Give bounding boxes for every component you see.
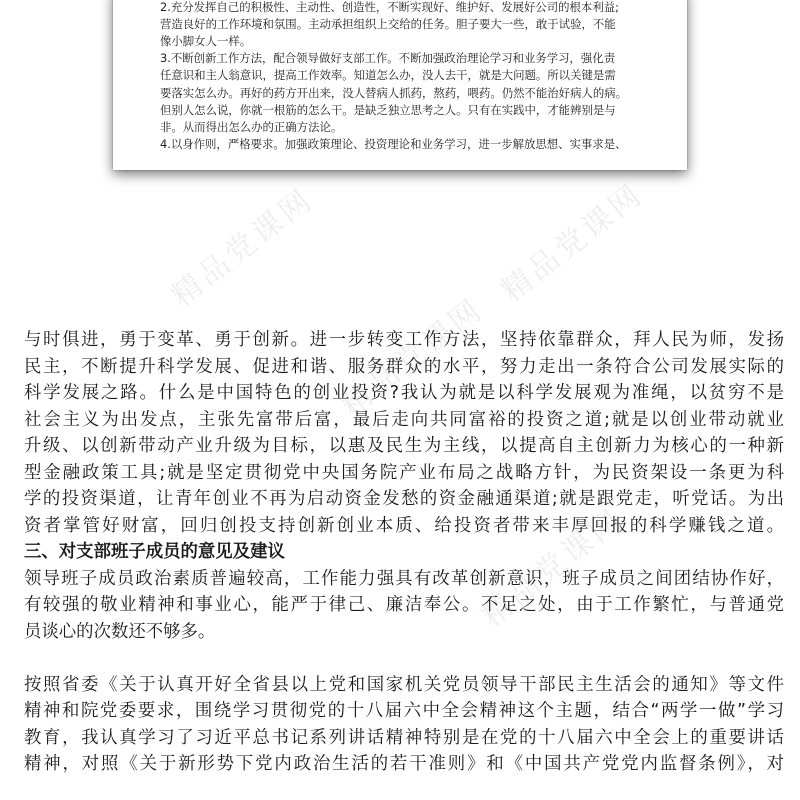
paragraph-line: 学的投资渠道，让青年创业不再为启动资金发愁的资金融通渠道;就是跟党走，听党话。为出 <box>24 489 784 509</box>
preview-line: 2.充分发挥自己的积极性、主动性、创造性，不断实现好、维护好、发展好公司的根本利益; <box>160 0 619 15</box>
paragraph-line: 精神，对照《关于新形势下党内政治生活的若干准则》和《中国共产党党内监督条例》，对 <box>24 754 784 774</box>
paragraph-line: 与时俱进，勇于变革、勇于创新。进一步转变工作方法，坚持依靠群众，拜人民为师，发扬 <box>24 330 784 350</box>
paragraph-line: 升级、以创新带动产业升级为目标，以惠及民生为主线，以提高自主创新力为核心的一种新 <box>24 436 784 456</box>
watermark: 精品党课网 <box>494 176 651 309</box>
preview-line: 任意识和主人翁意识，提高工作效率。知道怎么办，没人去干，就是大问题。所以关键是需 <box>160 68 616 83</box>
watermark: 精品党课网 <box>474 501 631 634</box>
preview-line: 4.以身作则，严格要求。加强政策理论、投资理论和业务学习，进一步解放思想、实事求是、 <box>160 136 627 151</box>
paragraph-line: 民主，不断提升科学发展、促进和谐、服务群众的水平，努力走出一条符合公司发展实际的 <box>24 356 784 377</box>
watermark: 精品党课网 <box>164 181 321 314</box>
paragraph-spacer <box>24 645 784 672</box>
paragraph-line: 型金融政策工具;就是坚定贯彻党中央国务院产业布局之战略方针，为民资架设一条更为科 <box>24 462 784 483</box>
preview-line: 要落实怎么办。再好的药方开出来，没人替病人抓药，熬药，喂药。仍然不能治好病人的病。 <box>160 85 628 100</box>
preview-line: 营造良好的工作环境和氛围。主动承担组织上交给的任务。胆子要大一些，敢于试验，不能 <box>160 17 616 32</box>
article-body <box>24 327 784 778</box>
preview-line: 非。从而得出怎么办的正确方法论。 <box>160 119 343 134</box>
paragraph-line: 教育，我认真学习了习近平总书记系列讲话精神特别是在党的十八届六中全会上的重要讲话 <box>24 727 784 748</box>
preview-line: 3.不断创新工作方法，配合领导做好支部工作。不断加强政治理论学习和业务学习，强化责 <box>160 51 616 66</box>
section-heading: 三、对支部班子成员的意见及建议 <box>24 542 285 562</box>
preview-line: 像小脚女人一样。 <box>160 34 252 49</box>
paragraph-line: 有较强的敬业精神和事业心，能严于律己、廉洁奉公。不足之处，由于工作繁忙，与普通党 <box>24 595 784 615</box>
paragraph-line: 按照省委《关于认真开好全省县以上党和国家机关党员领导干部民主生活会的通知》等文件 <box>24 674 784 695</box>
paragraph-line: 领导班子成员政治素质普遍较高，工作能力强具有改革创新意识，班子成员之间团结协作好， <box>24 568 784 589</box>
paragraph-line: 资者掌管好财富，回归创投支持创新创业本质、给投资者带来丰厚回报的科学赚钱之道。 <box>24 515 784 536</box>
paragraph-line: 社会主义为出发点，主张先富带后富，最后走向共同富裕的投资之道;就是以创业带动就业 <box>24 409 784 430</box>
paragraph-line: 精神和院党委要求，围绕学习贯彻党的十八届六中全会精神这个主题，结合“两学一做”学习 <box>24 701 784 721</box>
watermark: 精品党课网 <box>334 291 491 424</box>
preview-line: 但别人怎么说，你就一根筋的怎么干。是缺乏独立思考之人。只有在实践中，才能辨别是与 <box>160 102 616 117</box>
paragraph-line: 科学发展之路。什么是中国特色的创业投资?我认为就是以科学发展观为准绳，以贫穷不是 <box>24 383 784 403</box>
document-preview-card <box>113 0 687 170</box>
preview-text <box>160 0 650 153</box>
paragraph-line: 员谈心的次数还不够多。 <box>24 621 216 642</box>
